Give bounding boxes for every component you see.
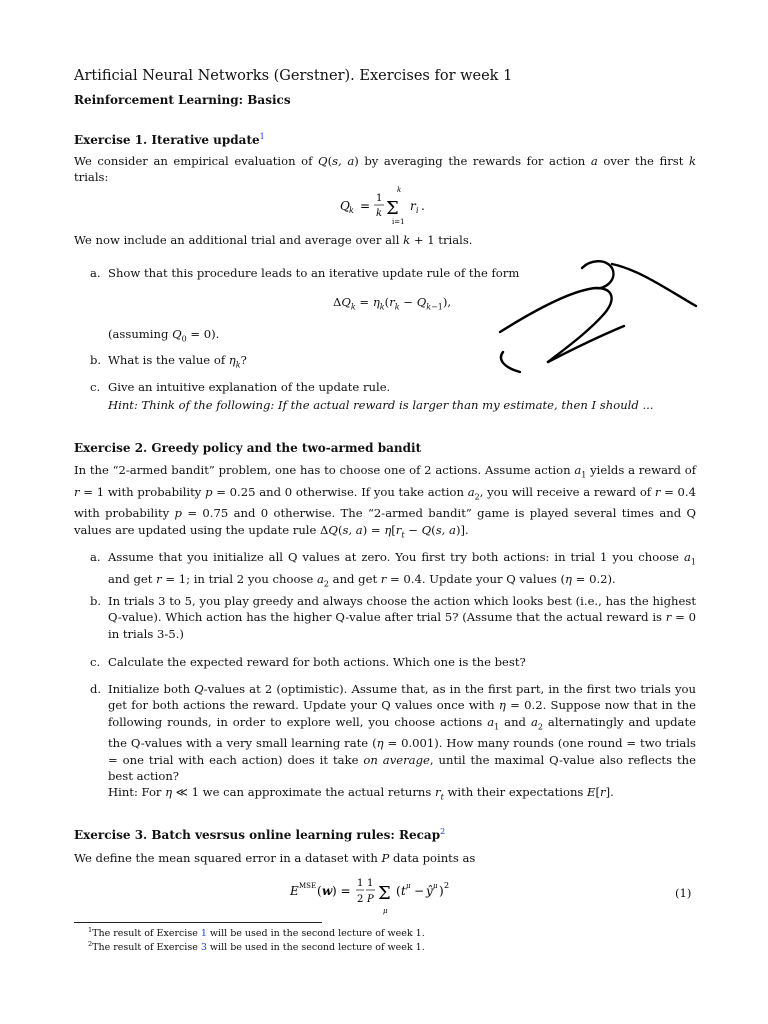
footnote-1: $^1$The result of Exercise 1 will be used in the second lecture of week 1. (88, 926, 425, 940)
svg-text:k: k (376, 208, 383, 219)
svg-text:Σ: Σ (386, 198, 399, 219)
svg-text:t: t (401, 884, 406, 898)
footnote-2: $^2$The result of Exercise 3 will be used in the second lecture of week 1. (88, 940, 425, 954)
exercise-1a-note: (assuming $Q_0 = 0$). (108, 327, 220, 344)
equation-number: (1) (675, 886, 692, 900)
exercise-1-heading: Exercise 1. Iterative update$^1$ (74, 132, 265, 147)
svg-text:r: r (410, 199, 416, 213)
svg-text:1: 1 (357, 878, 364, 889)
svg-text:2: 2 (444, 881, 450, 890)
item-label: b. (90, 594, 102, 608)
svg-text:(: ( (396, 884, 401, 898)
exercise-2d-text: Initialize both Q-values at 2 (optimistic). Assume that, as in the first part, in the first two trials you get for both actions the reward. Update your Q values once with η = 0.2. Suppose now that in the following rounds, in order to explore well, you choose actions $a_1$ and $a_2$ alternatingly and update the Q-values with a very small learning rate (η = 0.001). How many rounds (one round = two trials = one trial with each action) does it take on average, until the maximal Q-value also reflects the best action? Hint: For η ≪ 1 we can approximate the actual returns $r_t$ with their expectations E[r]. (108, 682, 696, 802)
document-title: Artificial Neural Networks (Gerstner). Exercises for week 1 (74, 68, 513, 84)
svg-text:μ: μ (406, 882, 411, 890)
exercise-3-intro: We define the mean squared error in a dataset with P data points as (74, 851, 476, 865)
svg-text:1: 1 (376, 193, 383, 204)
exercise-2-intro: In the “2-armed bandit” problem, one has to choose one of 2 actions. Assume action $a_1$ yields a reward of r = 1 with probability p = 0.25 and 0 otherwise. If you take action $a_2$, you will receive a reward of r = 0.4 with probability p = 0.75 and 0 otherwise. The “2-armed bandit” game is played several times and Q values are updated using the update rule ΔQ(s, $a) = \eta[r_t - Q(s$, a)]. (74, 463, 696, 539)
svg-text:i: i (416, 206, 419, 215)
item-label: a. (90, 266, 101, 280)
exercise-2-heading: Exercise 2. Greedy policy and the two-armed bandit (74, 441, 422, 455)
svg-text:P: P (367, 894, 374, 905)
svg-text:k: k (349, 206, 354, 215)
item-label: b. (90, 353, 102, 367)
footnote-link-2[interactable]: 2 (440, 827, 446, 836)
exercise-1c-text: Give an intuitive explanation of the update rule. (108, 380, 391, 394)
svg-text:2: 2 (357, 894, 364, 905)
document-subtitle: Reinforcement Learning: Basics (74, 93, 291, 107)
exercise-2a-text: Assume that you initialize all Q values at zero. You first try both actions: in trial 1 you choose $a_1$ and get r = 1; in trial 2 you choose $a_2$ and get r = 0.4. Update your Q values (η = 0.2). (108, 550, 696, 588)
svg-text:=: = (360, 199, 371, 213)
svg-text:μ: μ (383, 907, 388, 915)
svg-text:E: E (290, 884, 299, 898)
svg-text:) =: ) = (332, 884, 351, 898)
footnote-link-1[interactable]: 1 (259, 132, 265, 141)
svg-text:.: . (421, 199, 425, 213)
svg-text:MSE: MSE (299, 882, 317, 890)
svg-text:(: ( (317, 884, 322, 898)
svg-text:−: − (414, 884, 425, 898)
item-label: a. (90, 550, 101, 564)
svg-text:): ) (439, 884, 444, 898)
svg-text:k: k (397, 186, 402, 194)
svg-text:1: 1 (367, 878, 374, 889)
exercise-3-heading: Exercise 3. Batch vesrsus online learning rules: Recap$^2$ (74, 827, 446, 842)
exercise-1a-equation: $\Delta Q_k = \eta_k(r_k - Q_{k-1})$, (333, 295, 452, 312)
exercise-2b-text: In trials 3 to 5, you play greedy and always choose the action which looks best (i.e., has the highest Q-value). Which action has the higher Q-value after trial 5? (Assume that the actual reward is r = 0 in trials 3-5.) (108, 594, 696, 641)
exercise-1-after: We now include an additional trial and average over all k + 1 trials. (74, 233, 473, 247)
svg-text:μ: μ (433, 882, 438, 890)
svg-text:i=1: i=1 (392, 218, 405, 226)
exercise-1a-text: Show that this procedure leads to an iterative update rule of the form (108, 266, 520, 280)
exercise-2c-text: Calculate the expected reward for both actions. Which one is the best? (108, 655, 526, 669)
footnote-1-ref-link[interactable]: 1 (200, 928, 207, 940)
svg-text:Q: Q (340, 199, 350, 213)
svg-text:w: w (322, 884, 333, 898)
exercise-1c-hint: Hint: Think of the following: If the actual reward is larger than my estimate, then I should ... (108, 398, 654, 412)
exercise-1b-text: What is the value of $\eta_k$? (108, 353, 247, 370)
item-label: d. (90, 682, 102, 696)
exercise-1-intro: We consider an empirical evaluation of Q(s, a) by averaging the rewards for action a over the first k trials: (74, 154, 697, 185)
footnote-2-ref-link[interactable]: 3 (200, 942, 207, 954)
item-label: c. (90, 380, 101, 394)
svg-text:Σ: Σ (378, 883, 391, 904)
svg-text:ŷ: ŷ (426, 884, 433, 898)
item-label: c. (90, 655, 101, 669)
